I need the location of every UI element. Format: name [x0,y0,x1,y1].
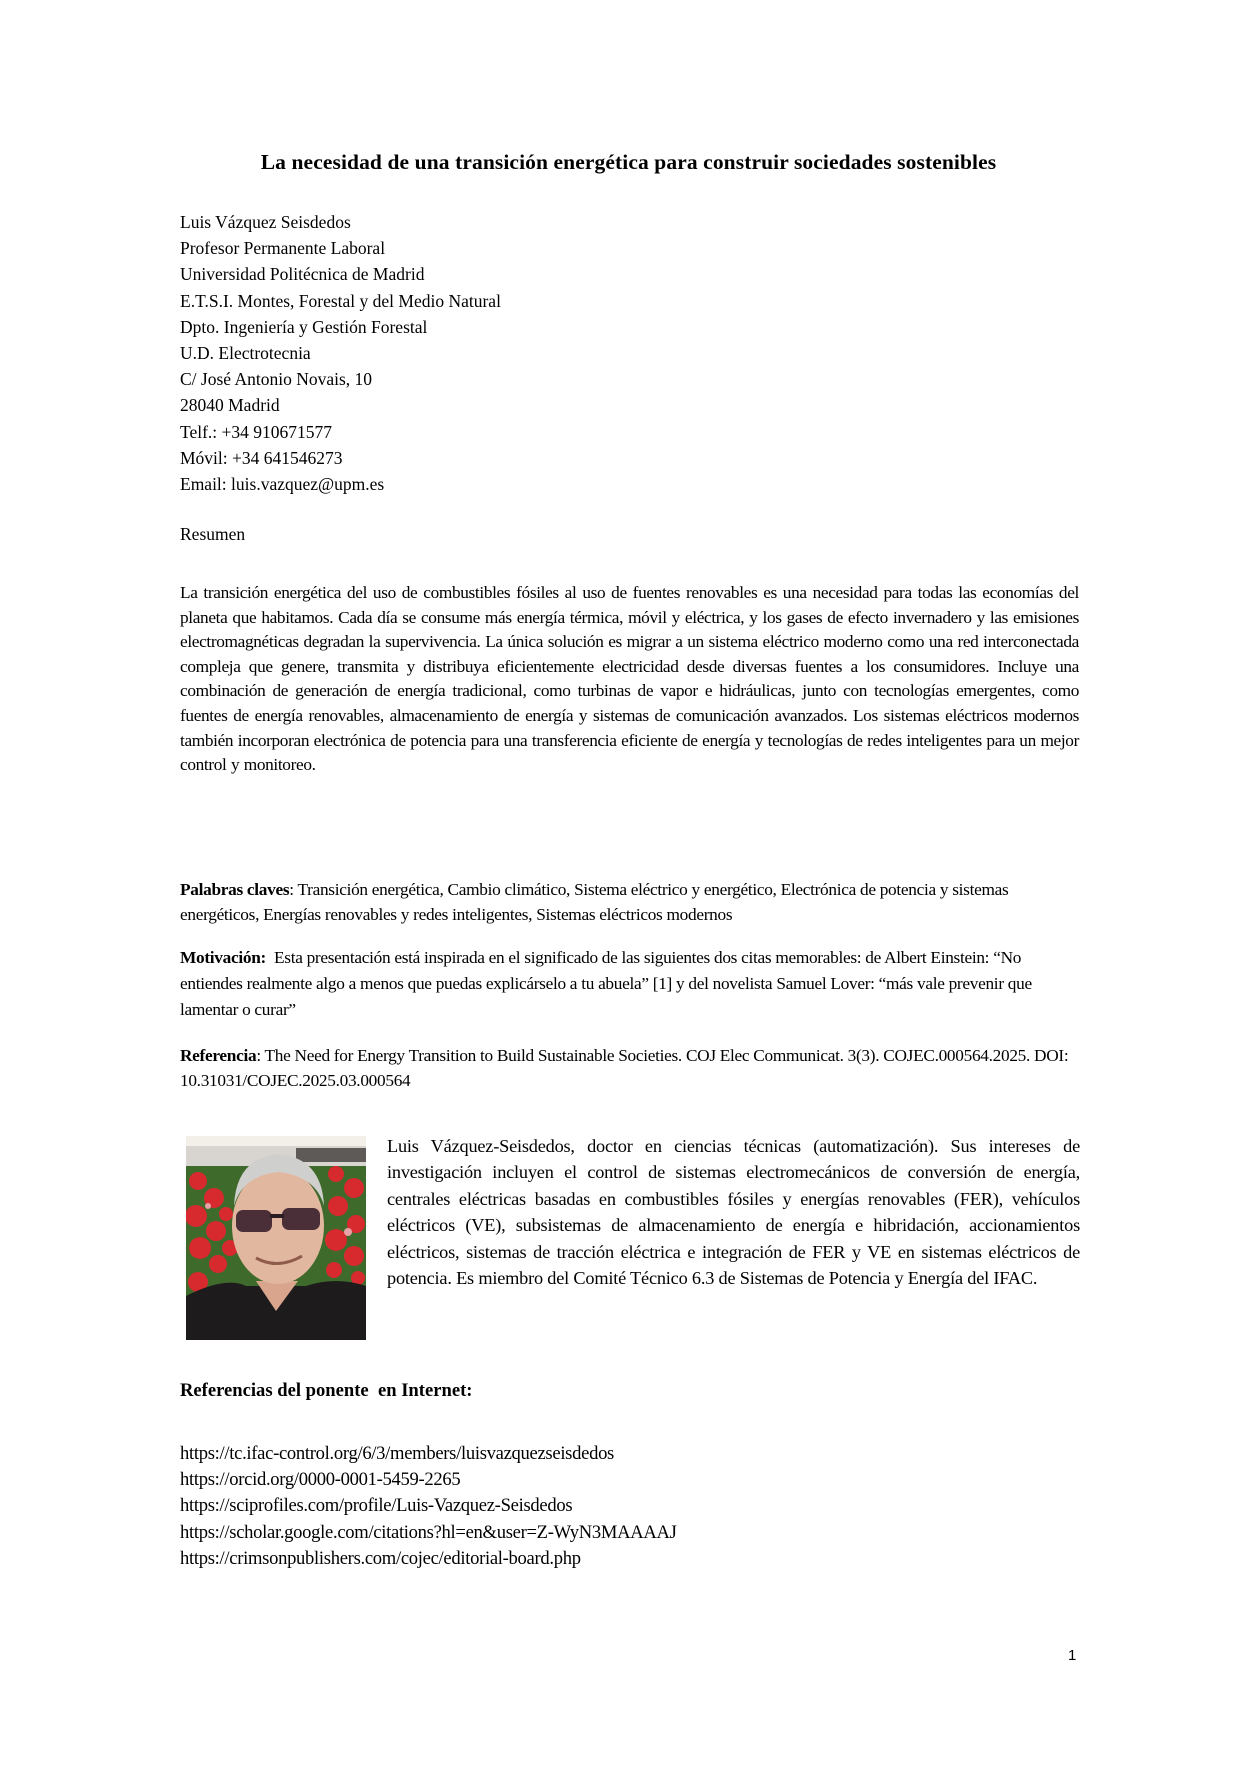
author-mobile: Móvil: +34 641546273 [180,447,343,468]
author-city: 28040 Madrid [180,395,280,416]
internet-references-heading: Referencias del ponente en Internet: [180,1380,473,1401]
author-info [180,209,501,497]
author-email: Email: luis.vazquez@upm.es [180,474,385,495]
keywords-text: : Transición energética, Cambio climático, Sistema eléctrico y energético, Electrónica de potencia y sistemas energéticos, Energías renovables y redes inteligentes, Sistemas eléctricos modernos [180,880,1009,924]
author-street: C/ José Antonio Novais, 10 [180,369,373,390]
reference-label: Referencia [180,1046,257,1065]
page-number: 1 [1068,1647,1077,1664]
author-position: Profesor Permanente Laboral [180,238,386,259]
motivation-text: Esta presentación está inspirada en el significado de las siguientes dos citas memorables: de Albert Einstein: “No entiendes realmente algo a menos que puedas explicárselo a tu abuela” [1] y del novelista Samuel Lover: “más vale prevenir que lamentar o curar” [180,948,1036,1019]
reference-text: : The Need for Energy Transition to Build Sustainable Societies. COJ Elec Communicat. 3(3). COJEC.000564.2025. DOI: 10.31031/COJEC.2025.03.000564 [180,1046,1069,1090]
motivation-paragraph [180,945,1079,1023]
reference-links [180,1441,677,1572]
link-crimson-publishers[interactable]: https://crimsonpublishers.com/cojec/editorial-board.php [180,1547,581,1569]
link-ifac[interactable]: https://tc.ifac-control.org/6/3/members/luisvazquezseisdedos [180,1443,614,1464]
author-university: Universidad Politécnica de Madrid [180,264,425,285]
link-google-scholar[interactable]: https://scholar.google.com/citations?hl=en&user=Z-WyN3MAAAAJ [180,1521,677,1543]
author-bio: Luis Vázquez-Seisdedos, doctor en ciencias técnicas (automatización). Sus intereses de investigación incluyen el control de sistemas electromecánicos de conversión de energía, centrales eléctricas basadas en combustibles fósiles y energías renovables (FER), vehículos eléctricos (VE), subsistemas de almacenamiento de energía e hibridación, accionamientos eléctricos, sistemas de tracción eléctrica e integración de FER y VE en sistemas eléctricos de potencia. Es miembro del Comité Técnico 6.3 de Sistemas de Potencia y Energía del IFAC. [387,1136,1080,1289]
reference-paragraph [180,1043,1079,1093]
keywords-label: Palabras claves [180,880,290,899]
document-title: La necesidad de una transición energética para construir sociedades sostenibles [260,150,997,174]
motivation-label: Motivación: [180,948,266,967]
author-unit: U.D. Electrotecnia [180,343,311,364]
abstract-heading: Resumen [180,524,246,544]
author-school: E.T.S.I. Montes, Forestal y del Medio Natural [180,290,501,311]
keywords-paragraph [180,877,1079,927]
author-name: Luis Vázquez Seisdedos [180,212,351,232]
abstract-text: La transición energética del uso de combustibles fósiles al uso de fuentes renovables es una necesidad para todas las economías del planeta que habitamos. Cada día se consume más energía térmica, móvil y eléctrica, y los gases de efecto invernadero y las emisiones electromagnéticas degradan la supervivencia. La única solución es migrar a un sistema eléctrico moderno como una red interconectada compleja que genere, transmita y distribuya eficientemente electricidad desde diversas fuentes a los consumidores. Incluye una combinación de generación de energía tradicional, como turbinas de vapor e hidráulicas, junto con tecnologías emergentes, como fuentes de energía renovables, almacenamiento de energía y sistemas de comunicación avanzados. Los sistemas eléctricos modernos también incorporan electrónica de potencia para una transferencia eficiente de energía y tecnologías de redes inteligentes para un mejor control y monitoreo. [180,583,1079,775]
link-sciprofiles[interactable]: https://sciprofiles.com/profile/Luis-Vazquez-Seisdedos [180,1495,573,1517]
author-phone: Telf.: +34 910671577 [180,421,333,442]
author-photo [186,1136,366,1340]
author-department: Dpto. Ingeniería y Gestión Forestal [180,316,428,337]
link-orcid[interactable]: https://orcid.org/0000-0001-5459-2265 [180,1469,461,1491]
